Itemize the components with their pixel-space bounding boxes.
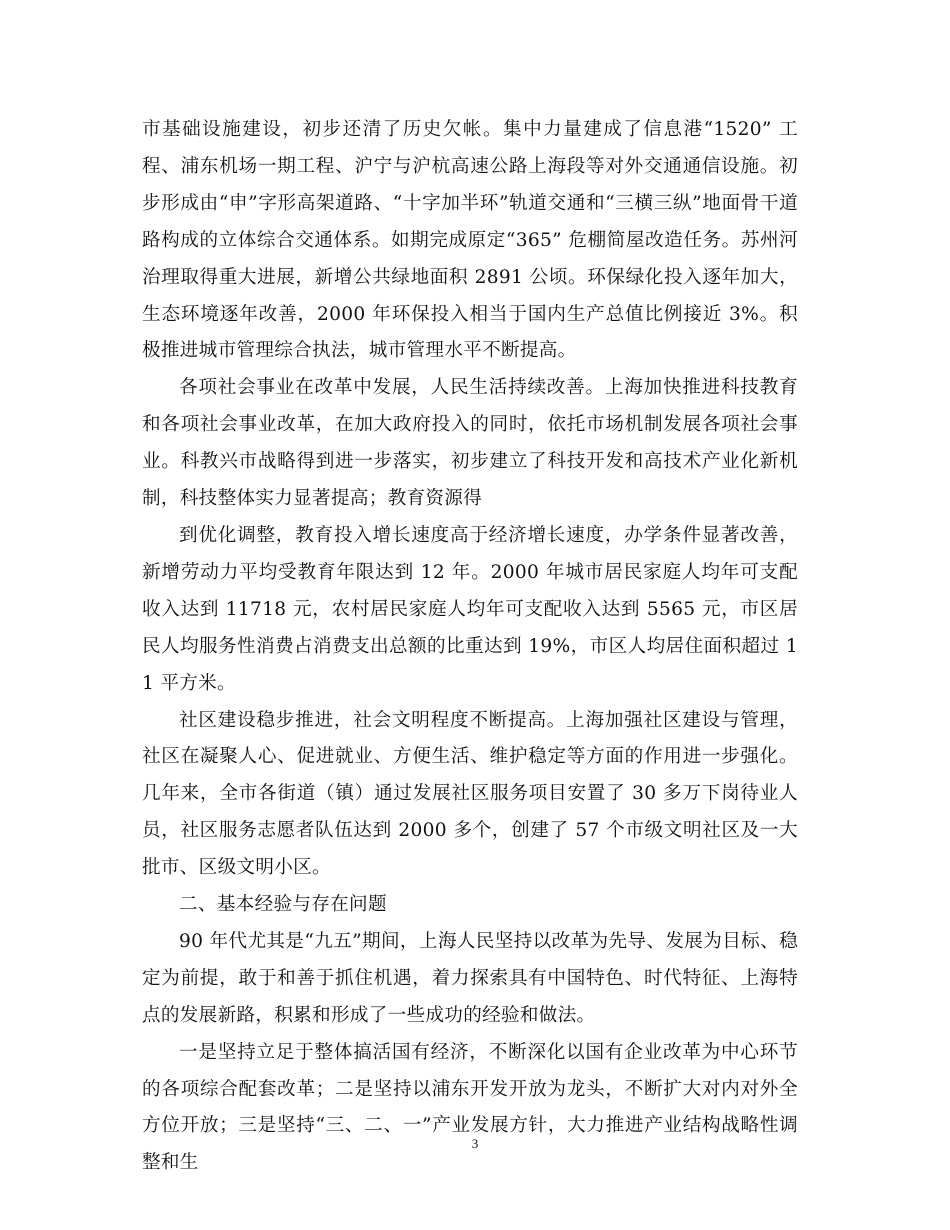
paragraph-key-points: 一是坚持立足于整体搞活国有经济，不断深化以国有企业改革为中心环节的各项综合配套改革；二是坚持以浦东开发开放为龙头，不断扩大对内对外全方位开放；三是坚持“三、二、一”产业发展方针，大力推进产业结构战略性调整和生: [142, 1041, 798, 1174]
section-heading: 二、基本经验与存在问题: [179, 894, 387, 916]
paragraph-social-undertakings: 各项社会事业在改革中发展，人民生活持续改善。上海加快推进科技教育和各项社会事业改革，在加大政府投入的同时，依托市场机制发展各项社会事业。科教兴市战略得到进一步落实，初步建立了科技开发和高技术产业化新机制，科技整体实力显著提高；教育资源得: [142, 377, 798, 510]
page-number: 3: [471, 1136, 479, 1151]
paragraph-infrastructure: 市基础设施建设，初步还清了历史欠帐。集中力量建成了信息港“1520” 工程、浦东机场一期工程、沪宁与沪杭高速公路上海段等对外交通通信设施。初步形成由“申”字形高架道路、“十字加半环”轨道交通和“三横三纵”地面骨干道路构成的立体综合交通体系。如期完成原定“365” 危棚简屋改造任务。苏州河治理取得重大进展，新增公共绿地面积 2891 公顷。环保绿化投入逐年加大，生态环境逐年改善，2000 年环保投入相当于国内生产总值比例接近 3%。积极推进城市管理综合执法，城市管理水平不断提高。: [142, 119, 798, 362]
paragraph-experience: 90 年代尤其是“九五”期间，上海人民坚持以改革为先导、发展为目标、稳定为前提，敢于和善于抓住机遇，着力探索具有中国特色、时代特征、上海特点的发展新路，积累和形成了一些成功的经验和做法。: [142, 930, 798, 1026]
paragraph-education-income: 到优化调整，教育投入增长速度高于经济增长速度，办学条件显著改善，新增劳动力平均受教育年限达到 12 年。2000 年城市居民家庭人均年可支配收入达到 11718 元，农村居民家庭人均年可支配收入达到 5565 元，市区居民人均服务性消费占消费支出总额的比重达到 19%，市区人均居住面积超过 11 平方米。: [142, 524, 798, 694]
body-text: [142, 112, 798, 1182]
paragraph-community: 社区建设稳步推进，社会文明程度不断提高。上海加强社区建设与管理，社区在凝聚人心、促进就业、方便生活、维护稳定等方面的作用进一步强化。几年来，全市各街道（镇）通过发展社区服务项目安置了 30 多万下岗待业人员，社区服务志愿者队伍达到 2000 多个，创建了 57 个市级文明社区及一大批市、区级文明小区。: [142, 709, 798, 879]
